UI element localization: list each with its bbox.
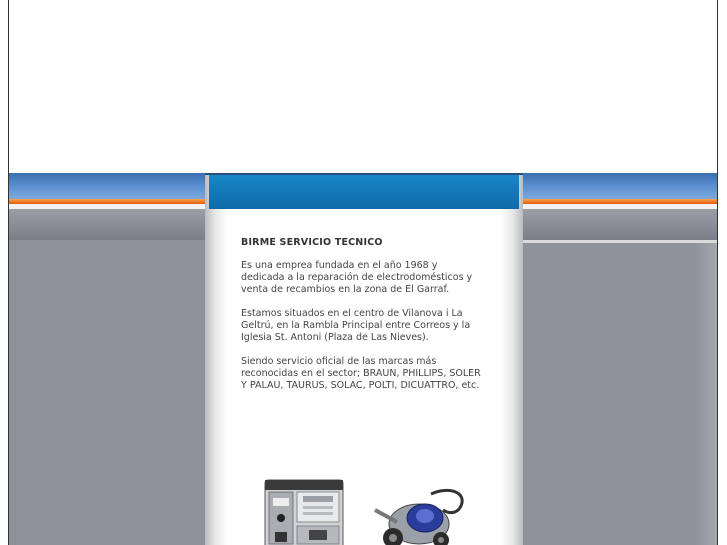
right-blue-band: [523, 173, 718, 199]
article: [241, 237, 481, 404]
vacuum-cleaner-image: [369, 488, 467, 545]
product-images: [261, 478, 471, 545]
location-paragraph: Estamos situados en el centro de Vilanova i La Geltrú, en la Rambla Principal entre Correos y la Iglesia St. Antoni (Plaza de Las Nieves).: [241, 308, 471, 343]
right-edge-stripe: [695, 243, 718, 545]
right-light-band: [523, 240, 718, 243]
right-grey-band: [523, 209, 718, 240]
brands-paragraph: Siendo servicio oficial de las marcas más reconocidas en el sector; BRAUN, PHILLIPS, SOLER Y PALAU, TAURUS, SOLAC, POLTI, DICUATTRO, etc.: [241, 356, 481, 391]
left-blue-band: [9, 173, 205, 199]
left-grey-band: [9, 209, 205, 240]
right-sidebar-panel: [523, 173, 718, 545]
content-header-bar: [209, 175, 519, 209]
page-title: BIRME SERVICIO TECNICO: [241, 237, 383, 248]
page-frame: [8, 0, 718, 545]
main-content-panel: [205, 173, 523, 545]
left-sidebar-panel: [9, 173, 205, 545]
espresso-machine-image: [263, 478, 345, 545]
intro-paragraph: Es una emprea fundada en el año 1968 y dedicada a la reparación de electrodomésticos y venta de recambios en la zona de El Garraf.: [241, 260, 473, 295]
